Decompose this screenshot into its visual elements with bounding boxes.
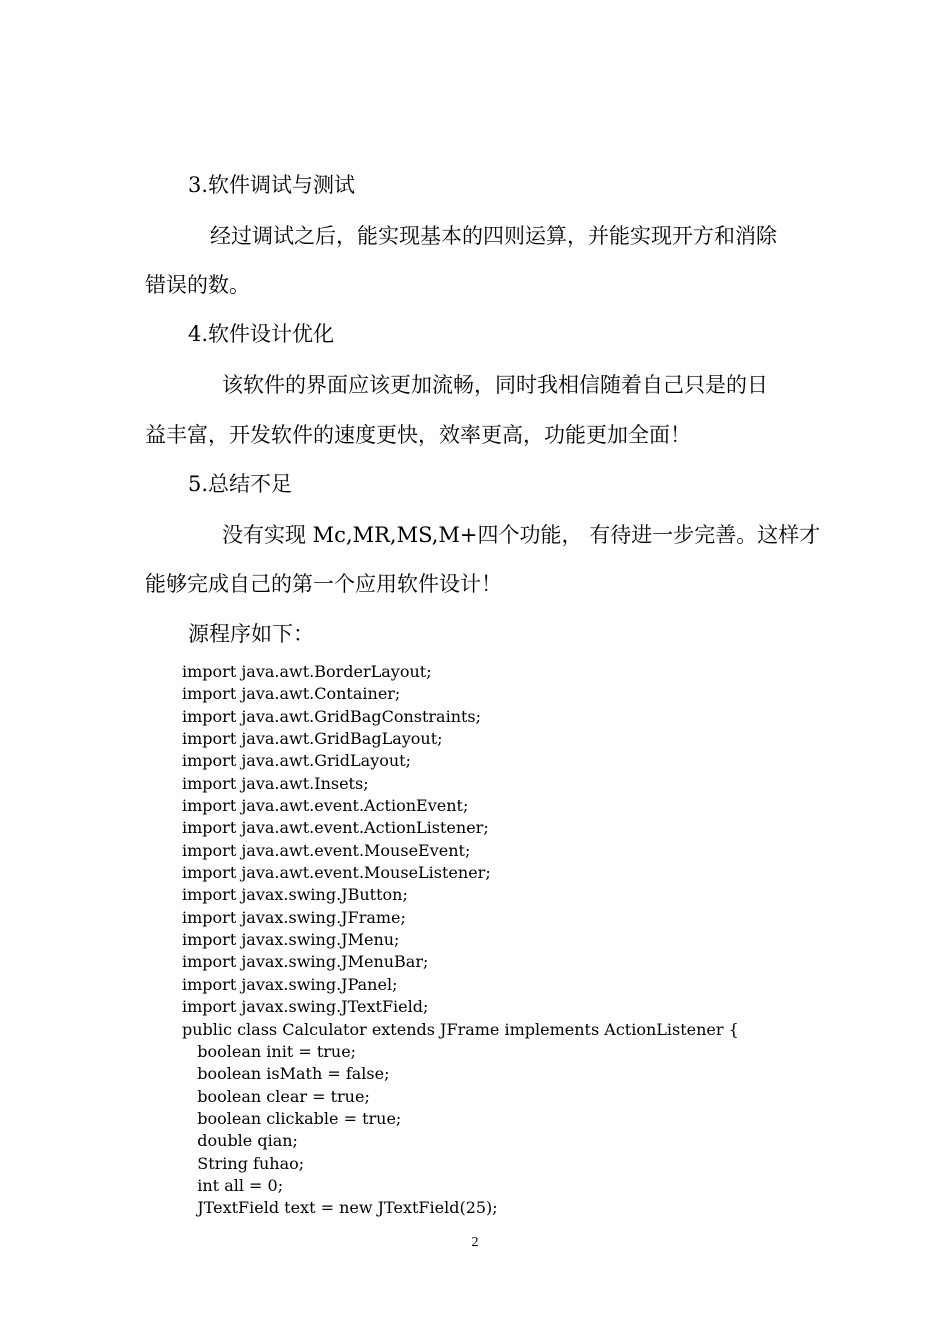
paragraph-line: 益丰富，开发软件的速度更快，效率更高，功能更加全面！ (145, 423, 691, 447)
code-line: import javax.swing.JPanel; (182, 974, 398, 994)
code-line: double qian; (182, 1131, 298, 1151)
code-line: import javax.swing.JFrame; (182, 907, 406, 927)
code-line: import javax.swing.JTextField; (182, 997, 429, 1017)
paragraph-line: 该软件的界面应该更加流畅，同时我相信随着自己只是的日 (222, 373, 768, 397)
paragraph-line: 经过调试之后，能实现基本的四则运算，并能实现开方和消除 (210, 224, 777, 248)
page-number: 2 (471, 1235, 479, 1250)
code-line: int all = 0; (182, 1175, 284, 1195)
source-intro: 源程序如下： (188, 622, 314, 646)
section-heading-debug-test: 3.软件调试与测试 (188, 173, 356, 197)
code-line: boolean clear = true; (182, 1086, 370, 1106)
code-line: import java.awt.event.MouseListener; (182, 863, 491, 883)
section-heading-optimization: 4.软件设计优化 (188, 322, 335, 346)
code-line: public class Calculator extends JFrame implements ActionListener { (182, 1019, 739, 1039)
code-line: import java.awt.BorderLayout; (182, 662, 432, 681)
code-line: boolean isMath = false; (182, 1064, 390, 1084)
code-line: import javax.swing.JButton; (182, 885, 408, 905)
code-line: boolean init = true; (182, 1041, 357, 1061)
code-line: import java.awt.GridBagConstraints; (182, 706, 482, 726)
code-line: import java.awt.GridBagLayout; (182, 729, 443, 749)
paragraph-line: 能够完成自己的第一个应用软件设计！ (145, 572, 502, 596)
code-line: import java.awt.GridLayout; (182, 751, 411, 771)
code-line: import java.awt.event.MouseEvent; (182, 840, 471, 860)
section-heading-summary: 5.总结不足 (188, 472, 293, 496)
code-line: import java.awt.event.ActionEvent; (182, 796, 469, 816)
code-line: String fuhao; (182, 1153, 305, 1173)
code-line: import java.awt.Insets; (182, 773, 369, 793)
code-line: import java.awt.event.ActionListener; (182, 818, 489, 838)
code-line: JTextField text = new JTextField(25); (182, 1198, 498, 1218)
paragraph-line: 没有实现 Mc,MR,MS,M+四个功能， 有待进一步完善。这样才 (222, 523, 821, 547)
source-code-block (182, 661, 739, 1220)
paragraph-line: 错误的数。 (145, 273, 250, 297)
code-line: import javax.swing.JMenu; (182, 930, 400, 950)
code-line: boolean clickable = true; (182, 1108, 402, 1128)
code-line: import javax.swing.JMenuBar; (182, 952, 429, 972)
code-line: import java.awt.Container; (182, 684, 401, 704)
